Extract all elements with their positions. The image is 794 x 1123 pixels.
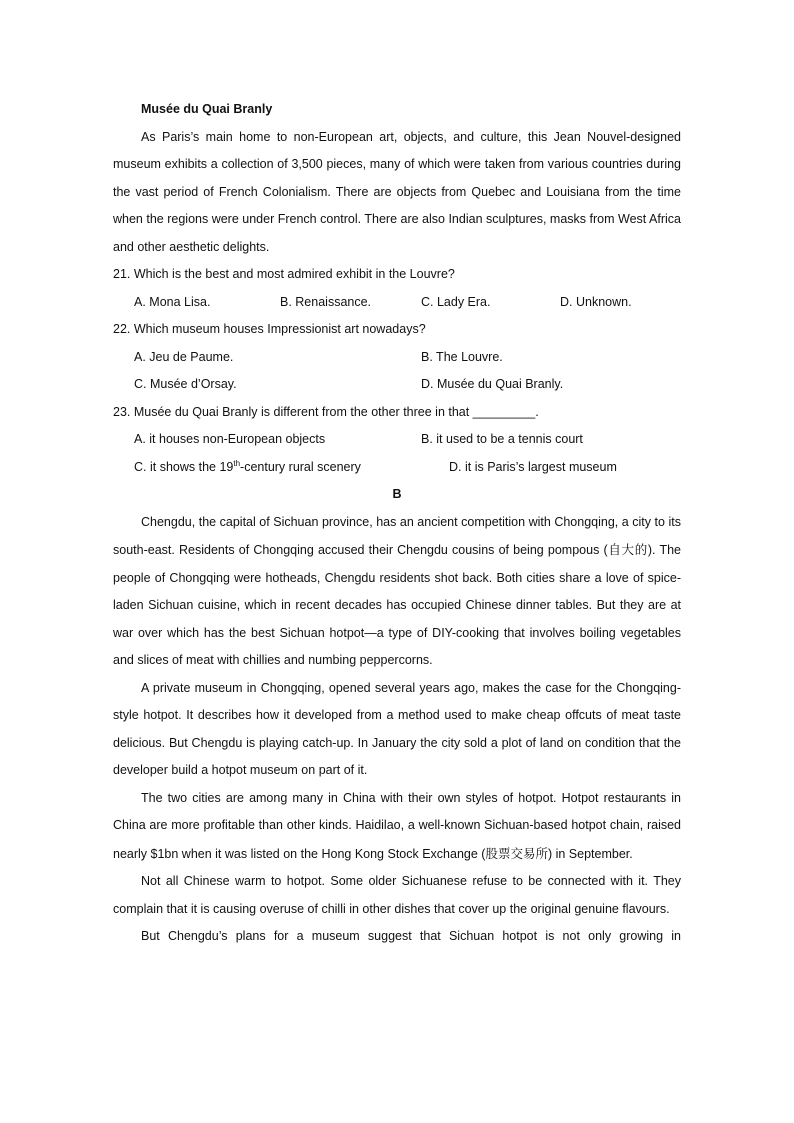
- question-21: 21. Which is the best and most admired exhibit in the Louvre?: [113, 267, 455, 281]
- paragraph-b4: Not all Chinese warm to hotpot. Some older Sichuanese refuse to be connected with it. They complain that it is causing overuse of chilli in other dishes that cover up the original genuine flavours.: [113, 874, 681, 916]
- question-23: 23. Musée du Quai Branly is different from the other three in that _________.: [113, 404, 539, 419]
- option-23-c-text-a: C. it shows the 19: [134, 459, 234, 474]
- option-21-a[interactable]: A. Mona Lisa.: [134, 294, 211, 309]
- paragraph-b1-part-b: ). The people of Chongqing were hotheads, Chengdu residents shot back. Both cities share a love of spice-laden Sichuan cuisine, which in recent decades has occupied Chinese dinner tables. But they are at war over which has the best Sichuan hotpot—a type of DIY-cooking that involves boiling vegetables and slices of meat with chillies and numbing peppercorns.: [113, 543, 681, 667]
- paragraph-b1-part-a: Chengdu, the capital of Sichuan province, has an ancient competition with Chongqing, a city to its south-east. Residents of Chongqing accused their Chengdu cousins of being pompous (: [113, 514, 681, 557]
- option-23-d[interactable]: D. it is Paris’s largest museum: [449, 459, 617, 474]
- section-b-label: B: [392, 487, 402, 501]
- paragraph-b3: [113, 785, 681, 869]
- option-22-b[interactable]: B. The Louvre.: [421, 349, 503, 364]
- paragraph-b3-part-b: ) in September.: [547, 846, 633, 861]
- paragraph-b3-part-a: The two cities are among many in China with their own styles of hotpot. Hotpot restaurants in China are more profitable than other kinds. Haidilao, a well-known Sichuan-based hotpot chain, raised nearly $1bn when it was listed on the Hong Kong Stock Exchange (: [113, 790, 681, 861]
- option-23-c[interactable]: [134, 454, 361, 482]
- option-22-d[interactable]: D. Musée du Quai Branly.: [421, 377, 564, 391]
- paragraph-b5: But Chengdu’s plans for a museum suggest that Sichuan hotpot is not only growing in: [141, 929, 681, 943]
- museum-heading: Musée du Quai Branly: [141, 102, 273, 116]
- question-23-options-row1: [113, 426, 681, 454]
- document-page: [113, 96, 681, 951]
- question-23-options-row2: [113, 454, 681, 482]
- option-23-c-superscript: th: [233, 458, 241, 468]
- question-22-options-row1: [113, 344, 681, 372]
- question-22: 22. Which museum houses Impressionist art nowadays?: [113, 322, 426, 336]
- option-22-a[interactable]: A. Jeu de Paume.: [134, 349, 234, 364]
- option-21-d[interactable]: D. Unknown.: [560, 294, 632, 309]
- option-22-c[interactable]: C. Musée d’Orsay.: [134, 377, 237, 391]
- paragraph-b1-chinese: 自大的: [607, 542, 648, 557]
- question-21-options: [113, 289, 681, 317]
- museum-paragraph: As Paris’s main home to non-European art, objects, and culture, this Jean Nouvel-designed museum exhibits a collection of 3,500 pieces, many of which were taken from various countries during the vast period of French Colonialism. There are objects from Quebec and Louisiana from the time when the regions were under French control. There are also Indian sculptures, masks from West Africa and other aesthetic delights.: [113, 129, 681, 254]
- paragraph-b1: [113, 509, 681, 675]
- option-23-b[interactable]: B. it used to be a tennis court: [421, 432, 583, 446]
- option-23-c-text-b: -century rural scenery: [240, 459, 361, 474]
- option-21-b[interactable]: B. Renaissance.: [280, 294, 372, 309]
- paragraph-b2: A private museum in Chongqing, opened several years ago, makes the case for the Chongqing-style hotpot. It describes how it developed from a method used to make cheap offcuts of meat taste delicious. But Chengdu is playing catch-up. In January the city sold a plot of land on condition that the developer build a hotpot museum on part of it.: [113, 680, 681, 777]
- option-21-c[interactable]: C. Lady Era.: [421, 294, 491, 309]
- option-23-a[interactable]: A. it houses non-European objects: [134, 432, 326, 446]
- question-22-options-row2: [113, 371, 681, 399]
- paragraph-b3-chinese: 股票交易所: [485, 845, 548, 861]
